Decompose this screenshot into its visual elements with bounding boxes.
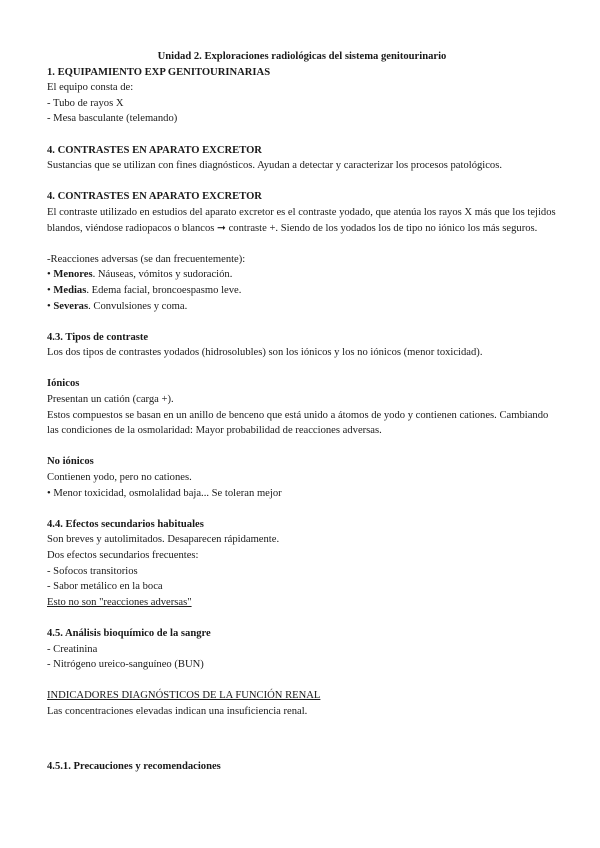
list-item — [47, 267, 557, 283]
list-item: - Creatinina — [47, 643, 98, 655]
bullet-icon: • — [47, 269, 51, 281]
list-item — [47, 283, 557, 299]
text-line: Presentan un catión (carga +). — [47, 394, 174, 406]
text-line: Contienen yodo, pero no cationes. — [47, 472, 192, 484]
list-item: - Mesa basculante (telemando) — [47, 113, 178, 125]
bullet-icon: • — [47, 284, 51, 296]
reactions-intro: -Reacciones adversas (se dan frecuentemente): — [47, 253, 246, 265]
list-item: • Menor toxicidad, osmolalidad baja... Se toleran mejor — [47, 487, 282, 499]
text-line: El equipo consta de: — [47, 82, 134, 94]
text-line: Dos efectos secundarios frecuentes: — [47, 550, 199, 561]
reaction-label: Medias — [53, 284, 87, 296]
section-heading-precauciones: 4.5.1. Precauciones y recomendaciones — [47, 761, 221, 773]
list-item — [47, 299, 557, 315]
text-line: Las concentraciones elevadas indican una insuficiencia renal. — [47, 705, 308, 717]
reaction-label: Severas — [53, 300, 89, 312]
section-heading-analisis: 4.5. Análisis bioquímico de la sangre — [47, 627, 211, 639]
paragraph: Estos compuestos se basan en un anillo de benceno que está unido a átomos de yodo y contienen cationes. Cambiando las condiciones de la osmolaridad: Mayor probabilidad de reacciones adversas. — [47, 409, 549, 437]
document-page — [47, 49, 557, 775]
document-title: Unidad 2. Exploraciones radiológicas del sistema genitourinario — [157, 51, 447, 62]
list-item: - Sofocos transitorios — [47, 565, 138, 577]
text-line: Son breves y autolimitados. Desaparecen rápidamente. — [47, 534, 280, 546]
reaction-text: . Náuseas, vómitos y sudoración. — [92, 269, 233, 281]
paragraph: Los dos tipos de contrastes yodados (hidrosolubles) son los iónicos y los no iónicos (menor toxicidad). — [47, 347, 483, 359]
underlined-note: Esto no son "reacciones adversas" — [47, 596, 192, 608]
reaction-text: . Convulsiones y coma. — [88, 300, 188, 312]
reaction-text: . Edema facial, broncoespasmo leve. — [86, 284, 242, 296]
list-item: - Sabor metálico en la boca — [47, 581, 163, 593]
bullet-icon: • — [47, 300, 51, 312]
subheading-no-ionicos: No iónicos — [47, 456, 94, 468]
reaction-label: Menores — [53, 269, 93, 281]
section-heading-contrastes-2: 4. CONTRASTES EN APARATO EXCRETOR — [47, 191, 262, 203]
section-heading-indicadores: INDICADORES DIAGNÓSTICOS DE LA FUNCIÓN RENAL — [47, 690, 321, 702]
section-heading-efectos: 4.4. Efectos secundarios habituales — [47, 518, 204, 530]
paragraph: El contraste utilizado en estudios del aparato excretor es el contraste yodado, que atenúa los rayos X más que los tejidos blandos, viéndose radiopacos o blancos ➞ contraste +. Siendo de los yodados los de tipo no iónico los más seguros. — [47, 206, 556, 234]
section-heading-contrastes-1: 4. CONTRASTES EN APARATO EXCRETOR — [47, 144, 262, 156]
section-heading-equipamiento: 1. EQUIPAMIENTO EXP GENITOURINARIAS — [47, 66, 271, 78]
section-heading-tipos-contraste: 4.3. Tipos de contraste — [47, 331, 149, 343]
list-item: - Nitrógeno ureico-sanguíneo (BUN) — [47, 659, 204, 671]
paragraph: Sustancias que se utilizan con fines diagnósticos. Ayudan a detectar y caracterizar los procesos patológicos. — [47, 160, 502, 172]
list-item: - Tubo de rayos X — [47, 97, 124, 109]
subheading-ionicos: Iónicos — [47, 378, 80, 390]
